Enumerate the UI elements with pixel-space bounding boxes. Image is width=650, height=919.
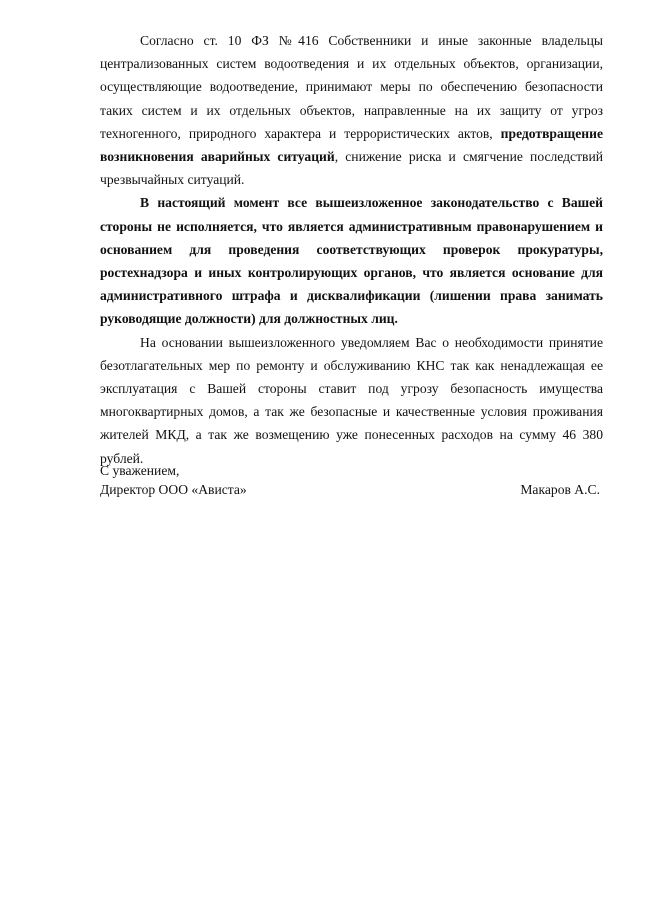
signature-block <box>100 461 600 499</box>
signature-position: Директор ООО «Ависта» <box>100 482 247 497</box>
paragraph-law-reference-ending: , снижение риска и смягчение последствий чрезвычайных ситуаций. <box>100 149 603 188</box>
signature-closing: С уважением, <box>100 463 180 478</box>
paragraph-law-reference <box>100 29 603 191</box>
paragraph-violation-notice: В настоящий момент все вышеизложенное законодательство с Вашей стороны не исполняется, что является административным правонарушением и основанием для проведения соответствующих проверок прокуратуры, ростехнадзора и иных контролирующих органов, что является основание для административного штрафа и дисквалификации (лишении права занимать руководящие должности) для должностных лиц. <box>100 195 603 327</box>
paragraph-law-reference-text: Согласно ст. 10 ФЗ №416 Собственники и иные законные владельцы централизованных систем водоотведения и их отдельных объектов, организации, осуществляющие водоотведение, принимают меры по обеспечению безопасности таких систем и их отдельных объектов, направленные на их защиту от угроз техногенного, природного характера и террористических актов, <box>100 33 603 141</box>
paragraph-demand: На основании вышеизложенного уведомляем Вас о необходимости принятие безотлагательных мер по ремонту и обслуживанию КНС так как ненадлежащая ее эксплуатация с Вашей стороны ставит под угрозу безопасность имущества многоквартирных домов, а так же безопасные и качественные условия проживания жителей МКД, а так же возмещению уже понесенных расходов на сумму 46 380 рублей. <box>100 334 603 466</box>
paragraph-law-reference-bold: предотвращение возникновения аварийных ситуаций <box>100 125 603 165</box>
signature-name: Макаров А.С. <box>520 482 600 497</box>
letter-body <box>100 29 603 470</box>
signature-row <box>100 480 600 499</box>
